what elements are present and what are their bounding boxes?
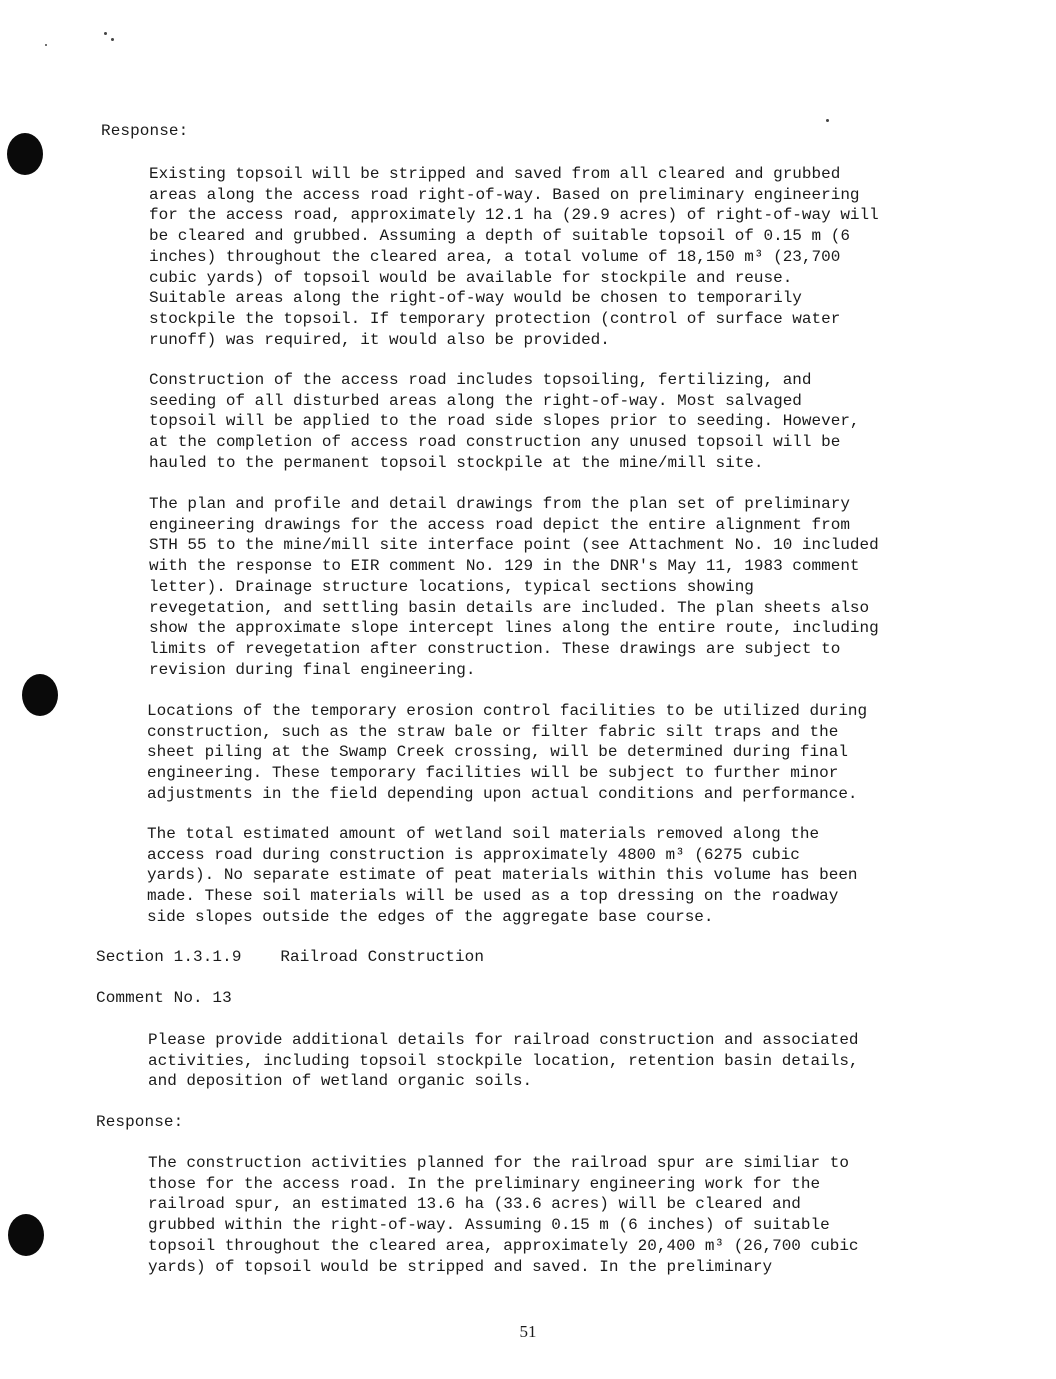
punch-hole-top xyxy=(7,133,43,175)
comment-text: Please provide additional details for railroad construction and associated activities, including topsoil stockpile location, retention basin details, and deposition of wetland organic soils. xyxy=(148,1031,859,1091)
body-paragraph: The total estimated amount of wetland soil materials removed along the access road during construction is approximately 4800 m³ (6275 cubic yards). No separate estimate of peat materials within this volume has been made. These soil materials will be used as a top dressing on the roadway side slopes outside the edges of the aggregate base course. xyxy=(147,825,858,926)
body-paragraph: Construction of the access road includes topsoiling, fertilizing, and seeding of all disturbed areas along the right-of-way. Most salvaged topsoil will be applied to the road side slopes prior to seeding. However, at the completion of access road construction any unused topsoil will be hauled to the permanent topsoil stockpile at the mine/mill site. xyxy=(149,371,860,472)
page-number: 51 xyxy=(519,1322,537,1341)
body-paragraph: Existing topsoil will be stripped and saved from all cleared and grubbed areas along the access road right-of-way. Based on preliminary engineering for the access road, approximately 12.1 ha (29.9 acres) of right-of-way will be cleared and grubbed. Assuming a depth of suitable topsoil of 0.15 m (6 inches) throughout the cleared area, a total volume of 18,150 m³ (23,700 cubic yards) of topsoil would be available for stockpile and reuse. Suitable areas along the right-of-way would be chosen to temporarily stockpile the topsoil. If temporary protection (control of surface water runoff) was required, it would also be provided. xyxy=(149,165,879,349)
section-heading: Section 1.3.1.9 Railroad Construction xyxy=(96,948,485,966)
response-label: Response: xyxy=(96,1113,184,1131)
scan-speck xyxy=(826,119,829,122)
scan-speck xyxy=(45,44,47,46)
response-label: Response: xyxy=(101,122,189,140)
punch-hole-bottom xyxy=(8,1214,44,1256)
scan-speck xyxy=(111,38,114,41)
comment-label: Comment No. 13 xyxy=(96,989,232,1007)
punch-hole-middle xyxy=(22,674,58,716)
body-paragraph: The plan and profile and detail drawings from the plan set of preliminary engineering drawings for the access road depict the entire alignment from STH 55 to the mine/mill site interface point (see Attachment No. 10 included with the response to EIR comment No. 129 in the DNR's May 11, 1983 comment letter). Drainage structure locations, typical sections showing revegetation, and settling basin details are included. The plan sheets also show the approximate slope intercept lines along the entire route, including limits of revegetation after construction. These drawings are subject to revision during final engineering. xyxy=(149,495,879,679)
response-text: The construction activities planned for the railroad spur are similiar to those for the access road. In the preliminary engineering work for the railroad spur, an estimated 13.6 ha (33.6 acres) will be cleared and grubbed within the right-of-way. Assuming 0.15 m (6 inches) of suitable topsoil throughout the cleared area, approximately 20,400 m³ (26,700 cubic yards) of topsoil would be stripped and saved. In the preliminary xyxy=(148,1154,859,1276)
body-paragraph: Locations of the temporary erosion control facilities to be utilized during construction, such as the straw bale or filter fabric silt traps and the sheet piling at the Swamp Creek crossing, will be determined during final engineering. These temporary facilities will be subject to further minor adjustments in the field depending upon actual conditions and performance. xyxy=(147,702,868,803)
scan-speck xyxy=(104,32,107,35)
